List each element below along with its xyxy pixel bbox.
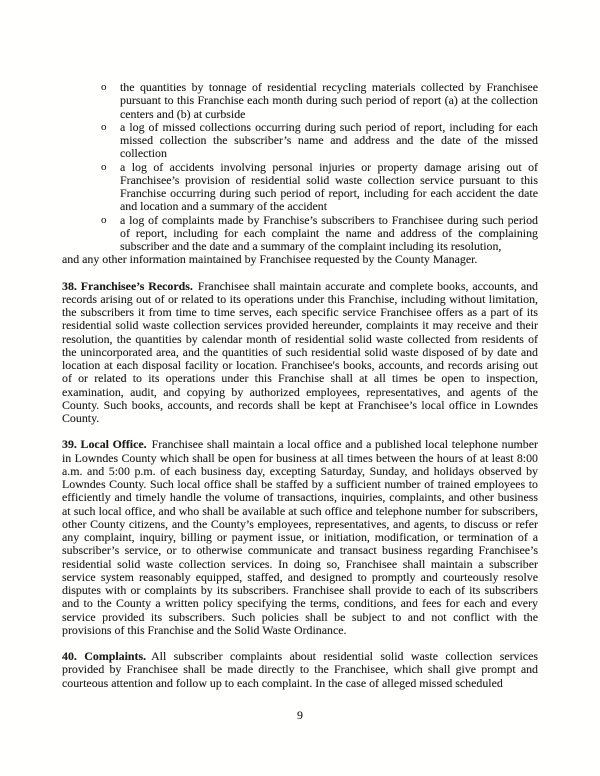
list-item: [62, 214, 538, 254]
bullet-marker-icon: o: [101, 160, 107, 173]
page-number: 9: [297, 708, 303, 722]
section-38: [62, 280, 538, 426]
list-item-text: the quantities by tonnage of residential recycling materials collected by Franchisee pursuant to this Franchise each month during such period of report (a) at the collection centers and (b) at curbside: [120, 80, 538, 121]
bullet-marker-icon: o: [101, 213, 107, 226]
section-39-heading: 39. Local Office.: [62, 437, 147, 452]
list-item-text: a log of accidents involving personal injuries or property damage arising out of Franchisee’s provision of residential solid waste collection service pursuant to this Franchise occurring during such period of report, including for each accident the date and location and a summary of the accident: [120, 159, 538, 214]
section-40-heading: 40. Complaints.: [62, 649, 147, 663]
section-38-body: Franchisee shall maintain accurate and complete books, accounts, and records arising out of or related to its operations under this Franchise, including without limitation, the subscribers it from time to time serves, each specific service Franchisee offers as a part of its residential solid waste collection services provided hereunder, complaints it may receive and their resolution, the quantities by calendar month of residential solid waste collected from residents of the unincorporated area, and the quantities of such residential solid waste disposed of by date and location at each disposal facility or location. Franchisee's books, accounts, and records arising out of or related to its operations under this Franchise shall at all times be open to inspection, examination, audit, and copying by authorized employees, representatives, and agents of the County. Such books, accounts, and records shall be kept at Franchisee’s local office in Lowndes County.: [62, 278, 538, 425]
list-item: [62, 121, 538, 161]
continuation-text: and any other information maintained by Franchisee requested by the County Manager.: [62, 252, 478, 267]
list-item: [62, 161, 538, 214]
section-38-heading: 38. Franchisee’s Records.: [62, 278, 193, 293]
bullet-marker-icon: o: [101, 120, 107, 133]
bullet-marker-icon: o: [101, 81, 107, 93]
list-item: [62, 81, 538, 121]
section-40-body: All subscriber complaints about residential solid waste collection services provided by Franchisee shall be made directly to the Franchisee, which shall give prompt and courteous attention and follow up to each complaint. In the case of alleged missed scheduled: [62, 649, 538, 690]
page-content: [62, 81, 538, 690]
section-39-body: Franchisee shall maintain a local office and a published local telephone number in Lowndes County which shall be open for business at all times between the hours of at least 8:00 a.m. and 5:00 p.m. of each business day, excepting Saturday, Sunday, and holidays observed by Lowndes County. Such local office shall be staffed by a sufficient number of trained employees to efficiently and timely handle the volume of transactions, inquiries, complaints, and other business at such local office, and who shall be available at such office and telephone number for subscribers, other County citizens, and the County’s employees, representatives, and agents, to discuss or refer any complaint, inquiry, billing or payment issue, or initiation, modification, or termination of a subscriber’s service, or to otherwise communicate and transact business regarding Franchisee’s residential solid waste collection services. In doing so, Franchisee shall maintain a subscriber service system reasonably equipped, staffed, and designed to promptly and courteously resolve disputes with or complaints by its subscribers. Franchisee shall provide to each of its subscribers and to the County a written policy specifying the terms, conditions, and fees for each and every service provided its subscribers. Such policies shall be subject to and not conflict with the provisions of this Franchise and the Solid Waste Ordinance.: [62, 437, 538, 637]
bullet-list: [62, 81, 538, 253]
section-40: [62, 650, 538, 690]
section-39: [62, 438, 538, 637]
list-item-text: a log of complaints made by Franchise’s subscribers to Franchisee during such period of report, including for each complaint the name and address of the complaining subscriber and the date and a summary of the complaint including its resolution,: [120, 212, 538, 253]
list-item-text: a log of missed collections occurring during such period of report, including for each missed collection the subscriber’s name and address and the date of the missed collection: [120, 119, 538, 161]
